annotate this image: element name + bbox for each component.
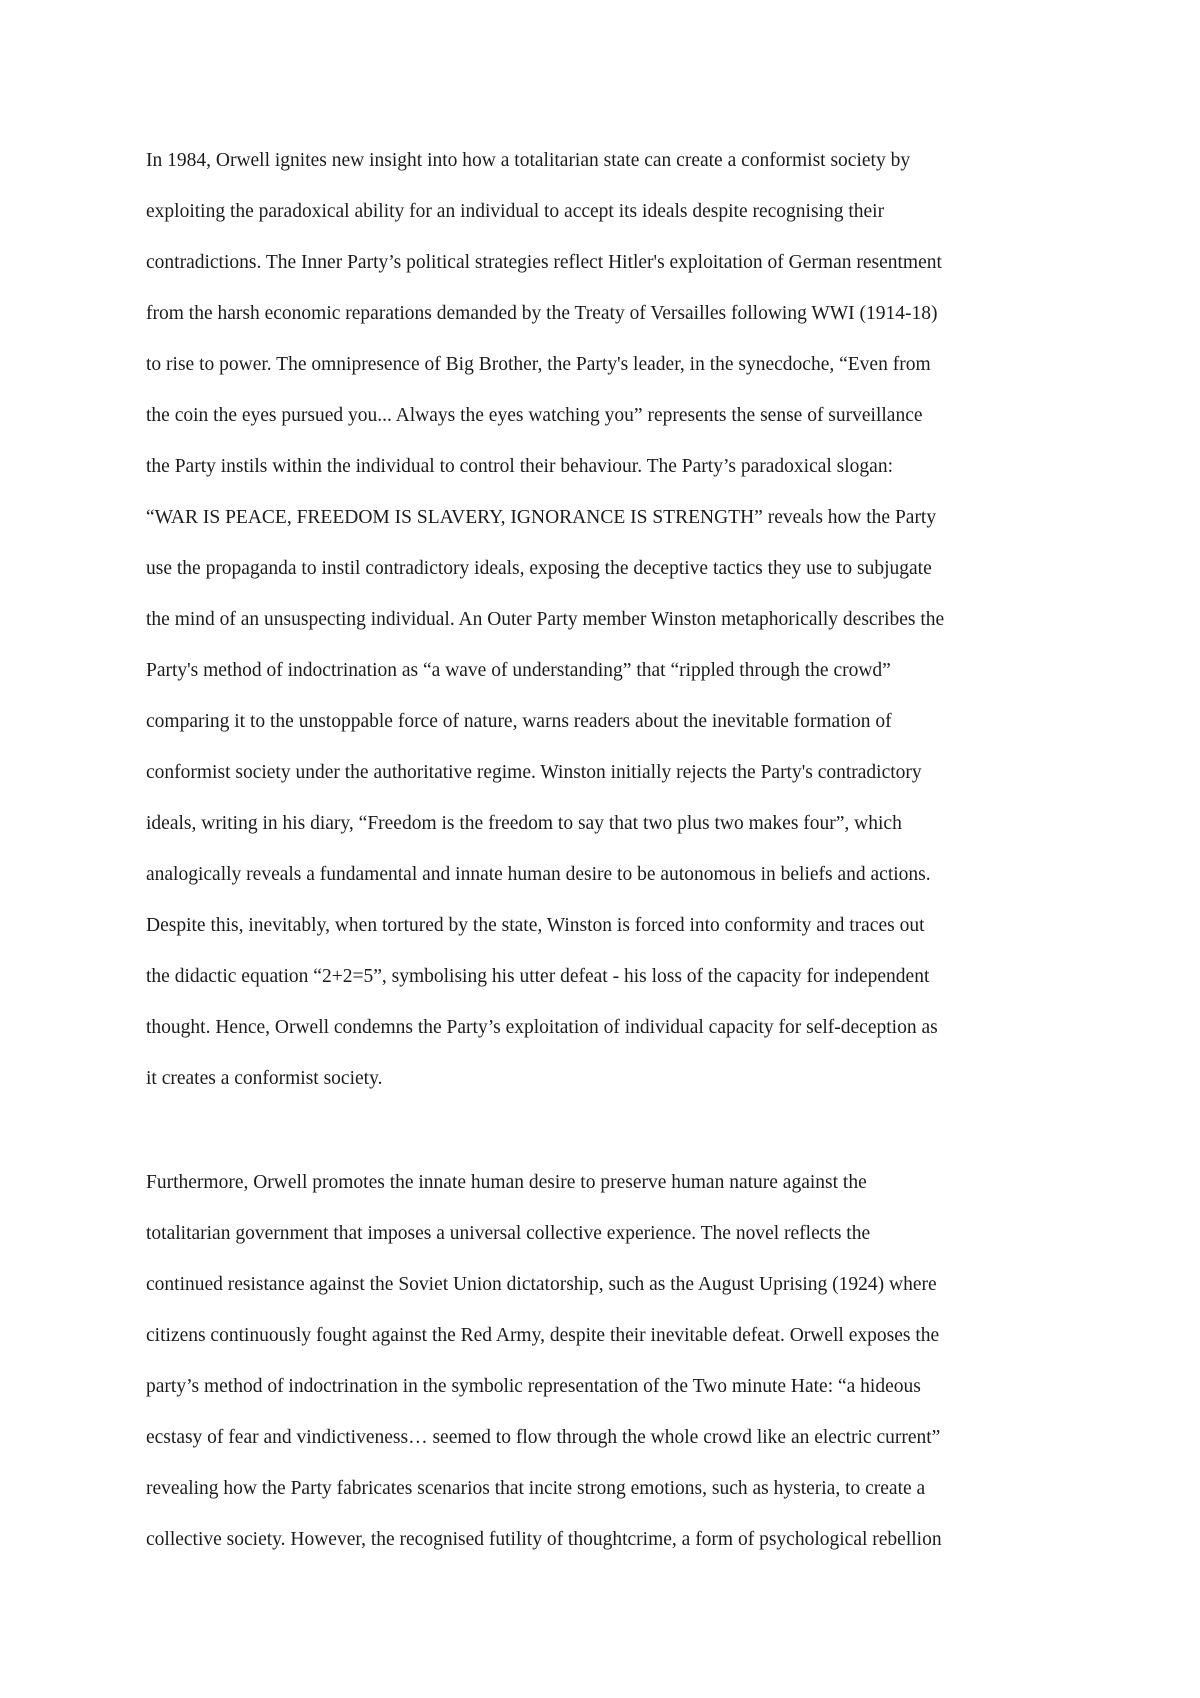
text-line: thought. Hence, Orwell condemns the Party’s exploitation of individual capacity for self-deception as [146,1017,938,1038]
text-line: revealing how the Party fabricates scenarios that incite strong emotions, such as hysteria, to create a [146,1478,926,1499]
text-line: the mind of an unsuspecting individual. An Outer Party member Winston metaphorically describes the [146,609,945,630]
text-line: contradictions. The Inner Party’s political strategies reflect Hitler's exploitation of German resentment [146,252,942,273]
text-line: ideals, writing in his diary, “Freedom is the freedom to say that two plus two makes four”, which [146,813,902,834]
text-line: exploiting the paradoxical ability for an individual to accept its ideals despite recognising their [146,201,885,222]
text-line: continued resistance against the Soviet Union dictatorship, such as the August Uprising (1924) where [146,1274,937,1295]
text-line: totalitarian government that imposes a universal collective experience. The novel reflects the [146,1223,871,1244]
text-line: “WAR IS PEACE, FREEDOM IS SLAVERY, IGNORANCE IS STRENGTH” reveals how the Party [146,507,937,528]
text-line: it creates a conformist society. [146,1068,383,1089]
text-line: analogically reveals a fundamental and innate human desire to be autonomous in beliefs and actions. [146,864,931,885]
text-line: the coin the eyes pursued you... Always the eyes watching you” represents the sense of surveillance [146,405,923,426]
text-line: the didactic equation “2+2=5”, symbolising his utter defeat - his loss of the capacity for independent [146,966,930,987]
text-line: from the harsh economic reparations demanded by the Treaty of Versailles following WWI (1914-18) [146,303,938,324]
text-line: conformist society under the authoritative regime. Winston initially rejects the Party's contradictory [146,762,922,783]
text-line: Furthermore, Orwell promotes the innate human desire to preserve human nature against the [146,1172,867,1193]
text-line: comparing it to the unstoppable force of nature, warns readers about the inevitable formation of [146,711,892,732]
text-line: the Party instils within the individual to control their behaviour. The Party’s paradoxical slogan: [146,456,894,477]
text-line: to rise to power. The omnipresence of Big Brother, the Party's leader, in the synecdoche, “Even from [146,354,931,375]
text-line: ecstasy of fear and vindictiveness… seemed to flow through the whole crowd like an electric current” [146,1427,941,1448]
text-line: citizens continuously fought against the Red Army, despite their inevitable defeat. Orwell exposes the [146,1325,940,1346]
text-line: Party's method of indoctrination as “a wave of understanding” that “rippled through the crowd” [146,660,891,681]
text-line: use the propaganda to instil contradictory ideals, exposing the deceptive tactics they use to subjugate [146,558,932,579]
text-line: Despite this, inevitably, when tortured by the state, Winston is forced into conformity and traces out [146,915,925,936]
text-line: party’s method of indoctrination in the symbolic representation of the Two minute Hate: “a hideous [146,1376,921,1397]
text-line: collective society. However, the recognised futility of thoughtcrime, a form of psychological rebellion [146,1529,942,1550]
text-line: In 1984, Orwell ignites new insight into how a totalitarian state can create a conformist society by [146,150,911,171]
